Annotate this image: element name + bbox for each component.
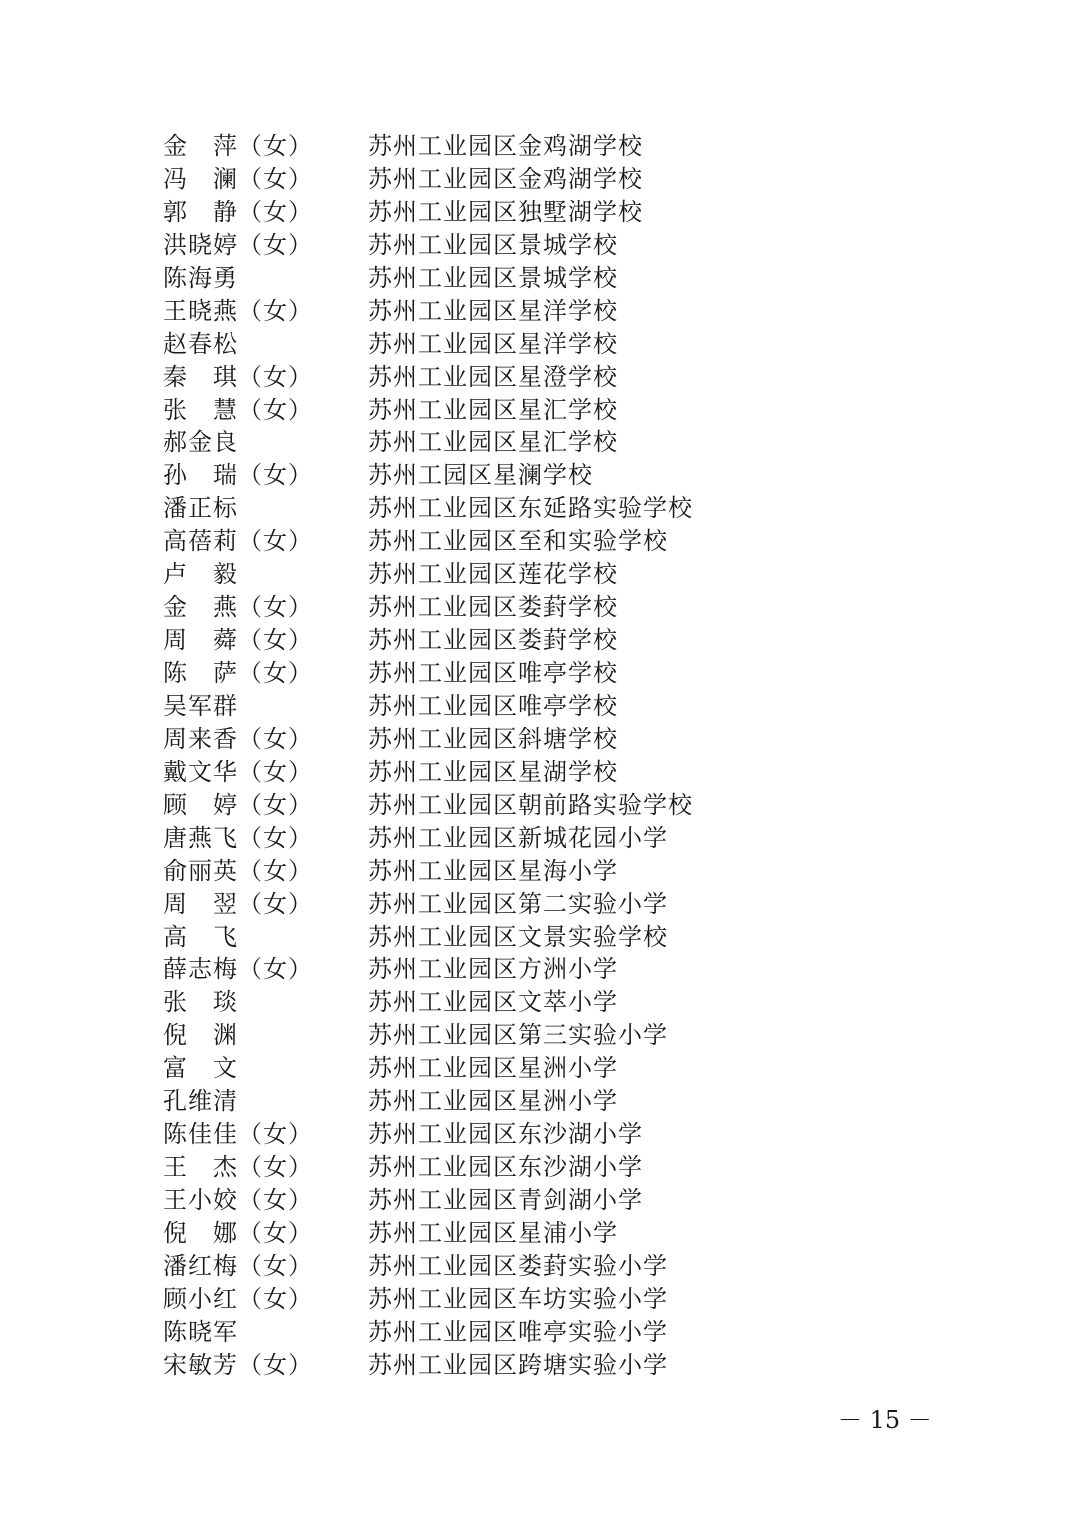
school-name: 苏州工业园区星湖学校 [368,757,618,786]
list-item [163,394,923,427]
person-name: 王小姣（女） [163,1186,313,1214]
list-item [163,855,923,888]
list-item [163,1052,923,1085]
list-item [163,756,923,789]
list-item [163,1118,923,1151]
person-name: 潘红梅（女） [163,1251,313,1280]
person-name: 唐燕飞（女） [163,823,313,852]
person-name: 洪晓婷（女） [163,230,313,259]
list-item [163,361,923,394]
school-name: 苏州工业园区唯亭实验小学 [368,1317,668,1346]
list-item [163,1217,923,1250]
person-name: 顾 婷（女） [163,790,313,819]
school-name: 苏州工业园区第二实验小学 [368,889,668,918]
person-name: 高蓓莉（女） [163,527,313,556]
list-item [163,426,923,459]
list-item [163,624,923,657]
person-name: 冯 澜（女） [163,164,313,193]
school-name: 苏州工业园区景城学校 [368,263,618,292]
school-name: 苏州工业园区景城学校 [368,230,618,259]
person-name: 戴文华（女） [163,757,313,786]
person-name: 张 慧（女） [163,395,313,424]
list-item [163,1283,923,1316]
list-item [163,822,923,855]
school-name: 苏州工业园区唯亭学校 [368,691,618,720]
person-name: 卢 毅 [163,560,238,589]
school-name: 苏州工业园区星澄学校 [368,362,618,391]
school-name: 苏州工业园区东延路实验学校 [368,494,693,523]
school-name: 苏州工业园区金鸡湖学校 [368,132,643,160]
list-item [163,986,923,1019]
list-item [163,1151,923,1184]
school-name: 苏州工业园区朝前路实验学校 [368,790,693,819]
person-name: 赵春松 [163,329,238,358]
list-item [163,328,923,361]
school-name: 苏州工园区星澜学校 [368,461,593,490]
school-name: 苏州工业园区第三实验小学 [368,1021,668,1050]
list-item [163,295,923,328]
list-item [163,163,923,196]
list-item [163,888,923,921]
school-name: 苏州工业园区星洋学校 [368,296,618,325]
school-name: 苏州工业园区星洋学校 [368,329,618,358]
person-name: 高 飞 [163,922,238,951]
person-name: 孙 瑞（女） [163,461,313,490]
school-name: 苏州工业园区星洲小学 [368,1087,618,1116]
school-name: 苏州工业园区文萃小学 [368,988,618,1017]
person-name: 张 琰 [163,988,238,1017]
school-name: 苏州工业园区娄葑学校 [368,626,618,655]
list-item [163,492,923,525]
list-item [163,657,923,690]
person-name: 陈晓军 [163,1317,238,1346]
list-item [163,1250,923,1283]
list-item [163,789,923,822]
school-name: 苏州工业园区东沙湖小学 [368,1153,643,1182]
school-name: 苏州工业园区星洲小学 [368,1054,618,1083]
person-name: 王晓燕（女） [163,296,313,325]
list-item [163,525,923,558]
person-name: 周 蕣（女） [163,626,313,655]
person-name: 陈海勇 [163,263,238,292]
school-name: 苏州工业园区莲花学校 [368,560,618,589]
school-name: 苏州工业园区唯亭学校 [368,659,618,687]
list-item [163,229,923,262]
person-name: 金 萍（女） [163,132,313,160]
person-name: 薛志梅（女） [163,955,313,984]
person-name: 倪 渊 [163,1021,238,1050]
school-name: 苏州工业园区星海小学 [368,856,618,885]
list-item [163,591,923,624]
person-name: 周来香（女） [163,724,313,753]
school-name: 苏州工业园区东沙湖小学 [368,1120,643,1149]
list-item [163,1019,923,1052]
school-name: 苏州工业园区新城花园小学 [368,823,668,852]
person-name: 陈 萨（女） [163,659,313,687]
person-name: 郝金良 [163,428,238,457]
list-item [163,558,923,591]
school-name: 苏州工业园区斜塘学校 [368,724,618,753]
person-name: 孔维清 [163,1087,238,1116]
list-item [163,459,923,492]
list-item [163,1316,923,1349]
list-item [163,130,923,163]
person-name: 周 翌（女） [163,889,313,918]
name-school-list [163,130,923,1382]
person-name: 潘正标 [163,494,238,523]
list-item [163,723,923,756]
school-name: 苏州工业园区娄葑学校 [368,593,618,622]
person-name: 金 燕（女） [163,593,313,622]
school-name: 苏州工业园区车坊实验小学 [368,1284,668,1313]
school-name: 苏州工业园区星汇学校 [368,428,618,457]
page-number: － 15 － [838,1406,932,1434]
school-name: 苏州工业园区星浦小学 [368,1218,618,1247]
school-name: 苏州工业园区星汇学校 [368,395,618,424]
person-name: 顾小红（女） [163,1284,313,1313]
person-name: 富 文 [163,1054,238,1083]
person-name: 宋敏芳（女） [163,1350,313,1379]
list-item [163,262,923,295]
school-name: 苏州工业园区至和实验学校 [368,527,668,556]
person-name: 郭 静（女） [163,197,313,226]
list-item [163,921,923,954]
school-name: 苏州工业园区方洲小学 [368,955,618,984]
person-name: 王 杰（女） [163,1153,313,1182]
school-name: 苏州工业园区金鸡湖学校 [368,164,643,193]
school-name: 苏州工业园区文景实验学校 [368,922,668,951]
person-name: 倪 娜（女） [163,1218,313,1247]
person-name: 俞丽英（女） [163,856,313,885]
person-name: 吴军群 [163,691,238,720]
school-name: 苏州工业园区独墅湖学校 [368,197,643,226]
list-item [163,1349,923,1382]
person-name: 秦 琪（女） [163,362,313,391]
school-name: 苏州工业园区跨塘实验小学 [368,1350,668,1379]
list-item [163,690,923,723]
list-item [163,196,923,229]
list-item [163,953,923,986]
school-name: 苏州工业园区娄葑实验小学 [368,1251,668,1280]
person-name: 陈佳佳（女） [163,1120,313,1149]
list-item [163,1184,923,1217]
list-item [163,1085,923,1118]
school-name: 苏州工业园区青剑湖小学 [368,1186,643,1214]
